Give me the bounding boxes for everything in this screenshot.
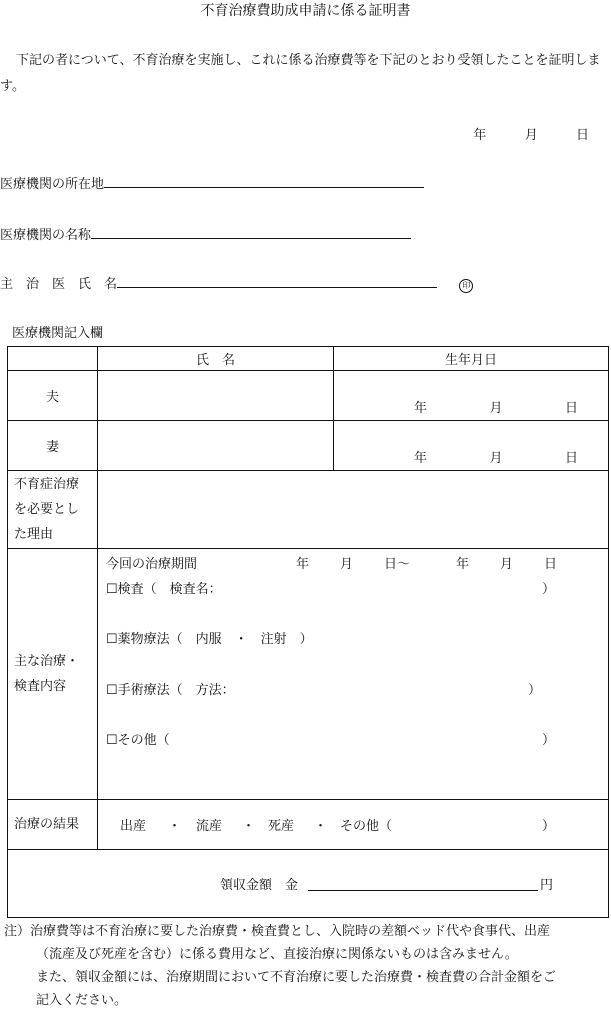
result-label: 治療の結果: [8, 800, 98, 850]
wife-year: 年: [414, 451, 428, 466]
note-line-3: また、領収金額には、治療期間において不育治療に要した治療費・検査費の合計金額をご: [36, 970, 557, 985]
other-checkbox[interactable]: ☐その他（: [106, 733, 170, 748]
surgery-checkbox[interactable]: ☐手術療法（ 方法：: [106, 683, 235, 698]
name-underline: [91, 224, 411, 239]
date-month: 月: [524, 128, 538, 143]
reason-label: 不育症治療 を必要とし た理由: [8, 471, 98, 549]
header-name: 氏 名: [98, 347, 334, 371]
reason-cell[interactable]: [98, 471, 609, 549]
name-label: 医療機関の名称: [0, 228, 92, 243]
husband-year: 年: [414, 401, 428, 416]
location-label: 医療機関の所在地: [0, 177, 105, 192]
result-miscarriage[interactable]: 流産: [196, 818, 223, 834]
amount-cell[interactable]: [8, 850, 609, 918]
doctor-underline: [117, 273, 437, 288]
location-field[interactable]: [0, 173, 424, 192]
husband-label: 夫: [8, 371, 98, 421]
wife-birth-cell[interactable]: [334, 421, 609, 471]
wife-day: 日: [564, 451, 578, 466]
result-birth[interactable]: 出産: [120, 818, 147, 834]
header-blank: [8, 347, 98, 371]
header-birth: 生年月日: [334, 347, 609, 371]
section-label: 医療機関記入欄: [12, 326, 104, 341]
husband-name-cell[interactable]: [98, 371, 334, 421]
husband-month: 月: [489, 401, 503, 416]
intro-text: 下記の者について、不育治療を実施し、これに係る治療費等を下記のとおり受領したことを証明します。: [0, 53, 601, 94]
name-field[interactable]: [0, 224, 411, 243]
doctor-field[interactable]: [0, 273, 473, 293]
note-line-2: （流産及び死産を含む）に係る費用など、直接治療に関係ないものは含みません。: [36, 947, 518, 962]
note-line-1: 注）治療費等は不育治療に要した治療費・検査費とし、入院時の差額ベッド代や食事代、出産: [4, 924, 551, 939]
result-cell[interactable]: 出産 ・ 流産 ・ 死産 ・ その他（ ）: [98, 800, 609, 850]
amount-underline: [308, 876, 538, 891]
date-year: 年: [473, 128, 487, 143]
location-underline: [104, 173, 424, 188]
treatment-label: 主な治療・ 検査内容: [8, 549, 98, 800]
husband-birth-cell[interactable]: [334, 371, 609, 421]
yen-label: 円: [540, 877, 554, 893]
result-other[interactable]: その他（: [340, 818, 393, 834]
period-label: 今回の治療期間: [106, 557, 198, 572]
treatment-cell[interactable]: 今回の治療期間 年 月 日〜 年 月 日 ☐検査（ 検査名： ） ☐薬物療法（ 内服 ・ 注射 ） ☐手術療法（ 方法： ） ☐その他（ ）: [98, 549, 609, 800]
note-line-4: 記入ください。: [36, 993, 128, 1008]
doctor-label: 主 治 医 氏 名: [0, 277, 118, 292]
result-stillbirth[interactable]: 死産: [268, 818, 295, 834]
notes: [4, 920, 608, 1012]
document-title: 不育治療費助成申請に係る証明書: [200, 3, 411, 19]
wife-month: 月: [489, 451, 503, 466]
issue-date: [473, 124, 589, 143]
seal-mark: 印: [459, 279, 473, 293]
date-day: 日: [575, 128, 589, 143]
medical-record-table: [7, 346, 609, 918]
husband-day: 日: [564, 401, 578, 416]
exam-checkbox[interactable]: ☐検査（ 検査名：: [106, 582, 222, 597]
drug-checkbox[interactable]: ☐薬物療法（ 内服 ・ 注射 ）: [106, 632, 313, 647]
wife-label: 妻: [8, 421, 98, 471]
amount-label: 領収金額 金: [220, 877, 299, 893]
wife-name-cell[interactable]: [98, 421, 334, 471]
